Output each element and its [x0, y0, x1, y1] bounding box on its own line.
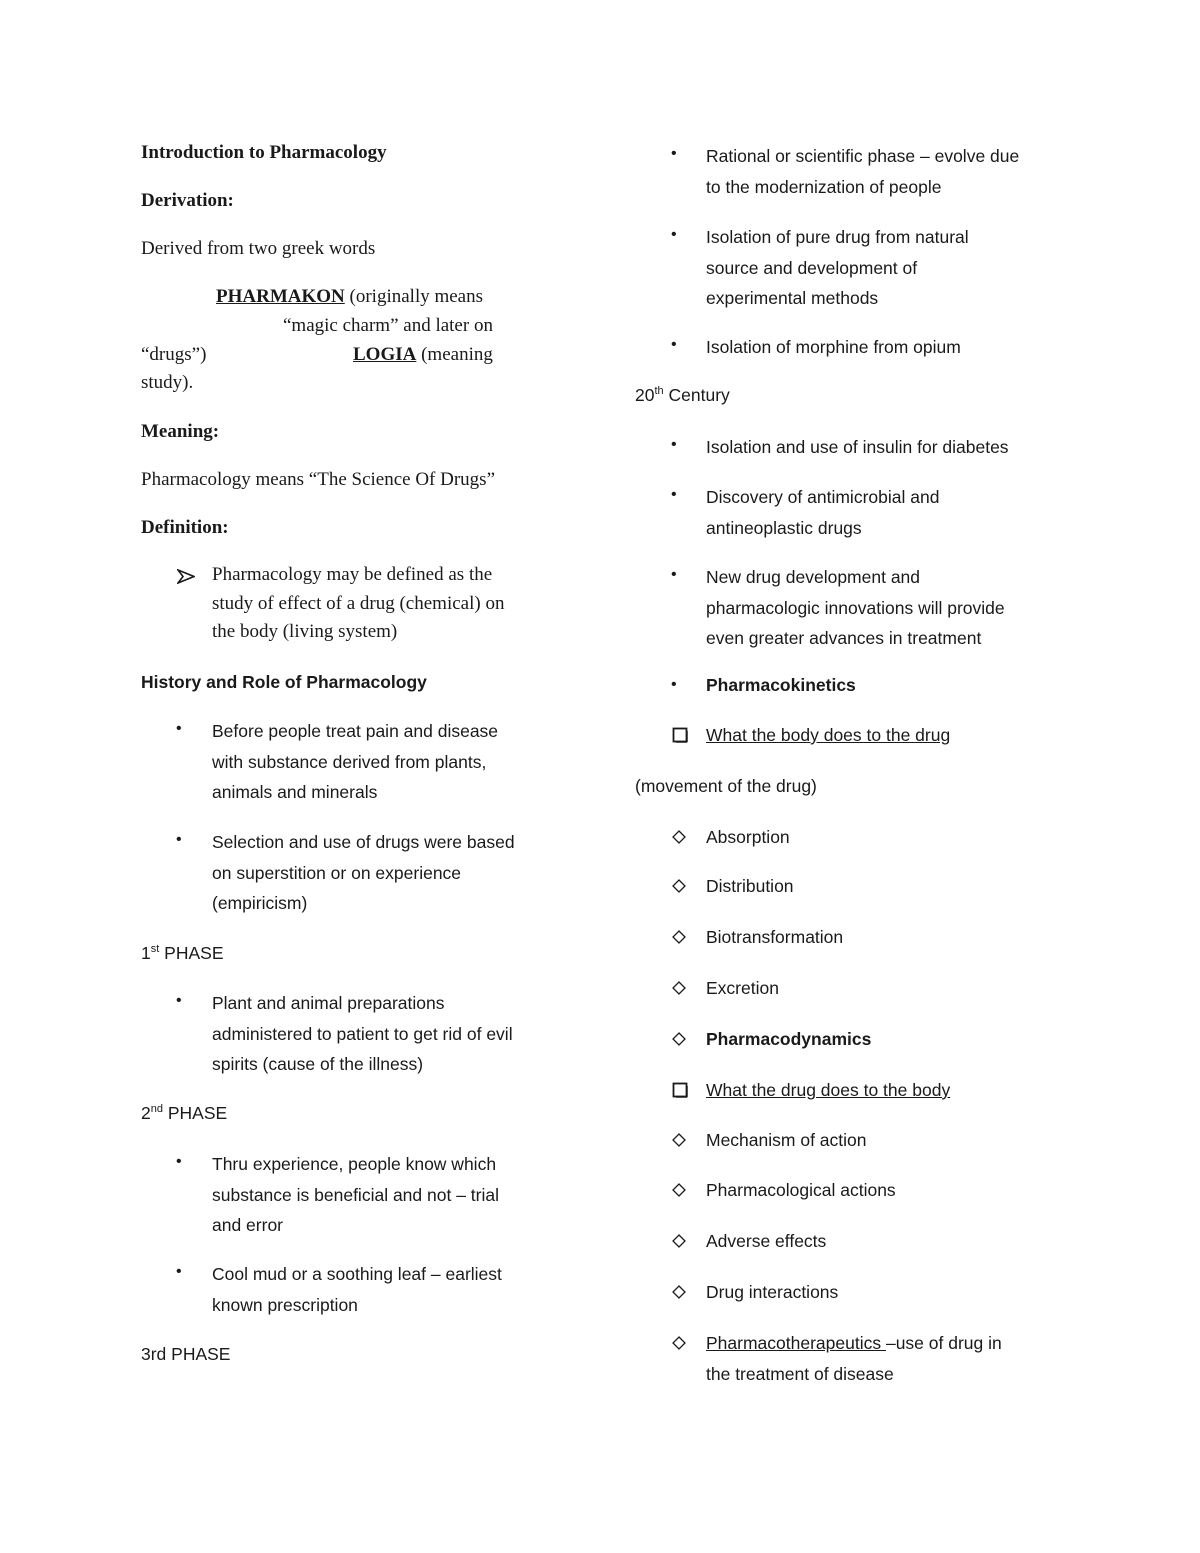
list-item-line: the treatment of disease	[706, 1363, 894, 1384]
list-item-line: Isolation and use of insulin for diabetes	[706, 437, 1009, 457]
century-number: 20	[635, 385, 655, 405]
pk-subtitle: What the body does to the drug	[706, 725, 951, 745]
phase3-heading: 3rd PHASE	[141, 1344, 231, 1364]
list-item-line	[706, 1328, 1002, 1359]
bullet-icon: •	[176, 831, 182, 848]
history-heading: History and Role of Pharmacology	[141, 672, 427, 692]
list-item	[706, 1328, 1002, 1389]
pharmakon-word: PHARMAKON	[216, 286, 345, 307]
checkbox-icon	[672, 727, 688, 743]
list-item-line: Cool mud or a soothing leaf – earliest	[212, 1264, 502, 1284]
list-item-line: source and development of	[706, 257, 918, 278]
list-item	[706, 482, 939, 543]
list-item: Distribution	[706, 876, 794, 896]
definition-line: Pharmacology may be defined as the	[212, 564, 493, 585]
list-item-line: substance is beneficial and not – trial	[212, 1184, 499, 1205]
logia-word: LOGIA	[353, 344, 417, 365]
diamond-bullet-icon	[672, 1285, 686, 1299]
derivation-text: Derived from two greek words	[141, 238, 376, 259]
century-suffix: th	[654, 385, 664, 398]
checkbox-icon	[672, 1082, 688, 1098]
list-item-line: experimental methods	[706, 288, 879, 308]
pharmakon-line	[216, 286, 483, 308]
bullet-icon: •	[671, 676, 677, 693]
list-item-line: Discovery of antimicrobial and	[706, 487, 940, 507]
list-item-line: spirits (cause of the illness)	[212, 1054, 424, 1074]
list-item	[706, 222, 969, 314]
list-item-line: pharmacologic innovations will provide	[706, 597, 1005, 618]
logia-line	[353, 344, 493, 366]
list-item	[212, 716, 498, 808]
pharmakon-desc-2: “magic charm” and later on	[283, 315, 493, 336]
list-item	[706, 141, 1019, 202]
pharmacodynamics-heading: Pharmacodynamics	[706, 1029, 872, 1049]
definition-text	[212, 561, 504, 647]
list-item-line: on superstition or on experience	[212, 862, 462, 883]
meaning-text: Pharmacology means “The Science Of Drugs”	[141, 469, 496, 490]
phase2-number: 2	[141, 1103, 151, 1123]
list-item-line: Plant and animal preparations	[212, 993, 445, 1013]
bullet-icon: •	[176, 720, 182, 737]
list-item: Adverse effects	[706, 1231, 827, 1251]
pharmakon-desc-1: (originally means	[349, 286, 484, 307]
diamond-bullet-icon	[672, 1133, 686, 1147]
list-item: Excretion	[706, 978, 779, 998]
list-item-line: Rational or scientific phase – evolve due	[706, 146, 1020, 166]
list-item	[212, 827, 515, 919]
list-item-line: Isolation of morphine from opium	[706, 337, 961, 357]
diamond-bullet-icon	[672, 981, 686, 995]
diamond-bullet-icon	[672, 1032, 686, 1046]
diamond-bullet-icon	[672, 1183, 686, 1197]
list-item: Pharmacological actions	[706, 1180, 896, 1200]
phase1-heading	[141, 943, 224, 964]
bullet-icon: •	[671, 336, 677, 353]
list-item-line: known prescription	[212, 1294, 358, 1315]
diamond-bullet-icon	[672, 1336, 686, 1350]
phase1-label: PHASE	[159, 943, 224, 963]
bullet-icon: •	[176, 1153, 182, 1170]
bullet-icon: •	[671, 566, 677, 583]
list-item: Biotransformation	[706, 927, 844, 947]
bullet-icon: •	[671, 436, 677, 453]
phase1-number: 1	[141, 943, 151, 963]
phase2-heading	[141, 1103, 227, 1124]
list-item-line: Isolation of pure drug from natural	[706, 227, 969, 247]
arrow-bullet-icon	[177, 569, 195, 584]
list-item-line: Selection and use of drugs were based	[212, 832, 515, 852]
meaning-heading: Meaning:	[141, 421, 220, 442]
list-item-line: animals and minerals	[212, 782, 378, 802]
list-item	[212, 1149, 499, 1241]
list-item-line: (empiricism)	[212, 893, 308, 913]
list-item	[706, 432, 1009, 463]
list-item-line: to the modernization of people	[706, 176, 942, 197]
diamond-bullet-icon	[672, 830, 686, 844]
list-item: Mechanism of action	[706, 1130, 867, 1150]
list-item-line: and error	[212, 1215, 284, 1235]
diamond-bullet-icon	[672, 879, 686, 893]
pk-note: (movement of the drug)	[635, 776, 817, 796]
century-label: Century	[663, 385, 730, 405]
list-item-line: even greater advances in treatment	[706, 628, 982, 648]
logia-desc-2: study).	[141, 372, 194, 393]
bullet-icon: •	[671, 486, 677, 503]
pharmacokinetics-heading: Pharmacokinetics	[706, 675, 856, 695]
list-item: Absorption	[706, 827, 790, 847]
list-item-line: New drug development and	[706, 567, 921, 587]
bullet-icon: •	[176, 992, 182, 1009]
definition-heading: Definition:	[141, 517, 229, 538]
list-item-line: Before people treat pain and disease	[212, 721, 499, 741]
century-heading	[635, 385, 730, 406]
list-item	[706, 562, 1005, 654]
derivation-heading: Derivation:	[141, 190, 234, 211]
logia-desc-1: (meaning	[421, 344, 493, 365]
list-item-line: Thru experience, people know which	[212, 1154, 497, 1174]
pharmacotherapeutics-word: Pharmacotherapeutics	[706, 1333, 886, 1353]
definition-line: the body (living system)	[212, 621, 398, 642]
pharmacotherapeutics-rest: –use of drug in	[885, 1333, 1002, 1353]
pharmakon-desc-3: “drugs”)	[141, 344, 207, 365]
bullet-icon: •	[671, 226, 677, 243]
bullet-icon: •	[671, 145, 677, 162]
list-item: Drug interactions	[706, 1282, 839, 1302]
document-title: Introduction to Pharmacology	[141, 142, 387, 163]
list-item-line: with substance derived from plants,	[212, 751, 487, 772]
list-item	[212, 1259, 502, 1320]
phase1-suffix: st	[150, 943, 160, 956]
definition-line: study of effect of a drug (chemical) on	[212, 592, 505, 614]
list-item-line: administered to patient to get rid of evil	[212, 1023, 513, 1044]
list-item	[212, 988, 513, 1080]
pd-subtitle: What the drug does to the body	[706, 1080, 951, 1100]
phase2-label: PHASE	[162, 1103, 228, 1123]
phase2-suffix: nd	[150, 1103, 163, 1116]
diamond-bullet-icon	[672, 930, 686, 944]
list-item-line: antineoplastic drugs	[706, 517, 862, 538]
diamond-bullet-icon	[672, 1234, 686, 1248]
list-item	[706, 332, 961, 363]
bullet-icon: •	[176, 1263, 182, 1280]
